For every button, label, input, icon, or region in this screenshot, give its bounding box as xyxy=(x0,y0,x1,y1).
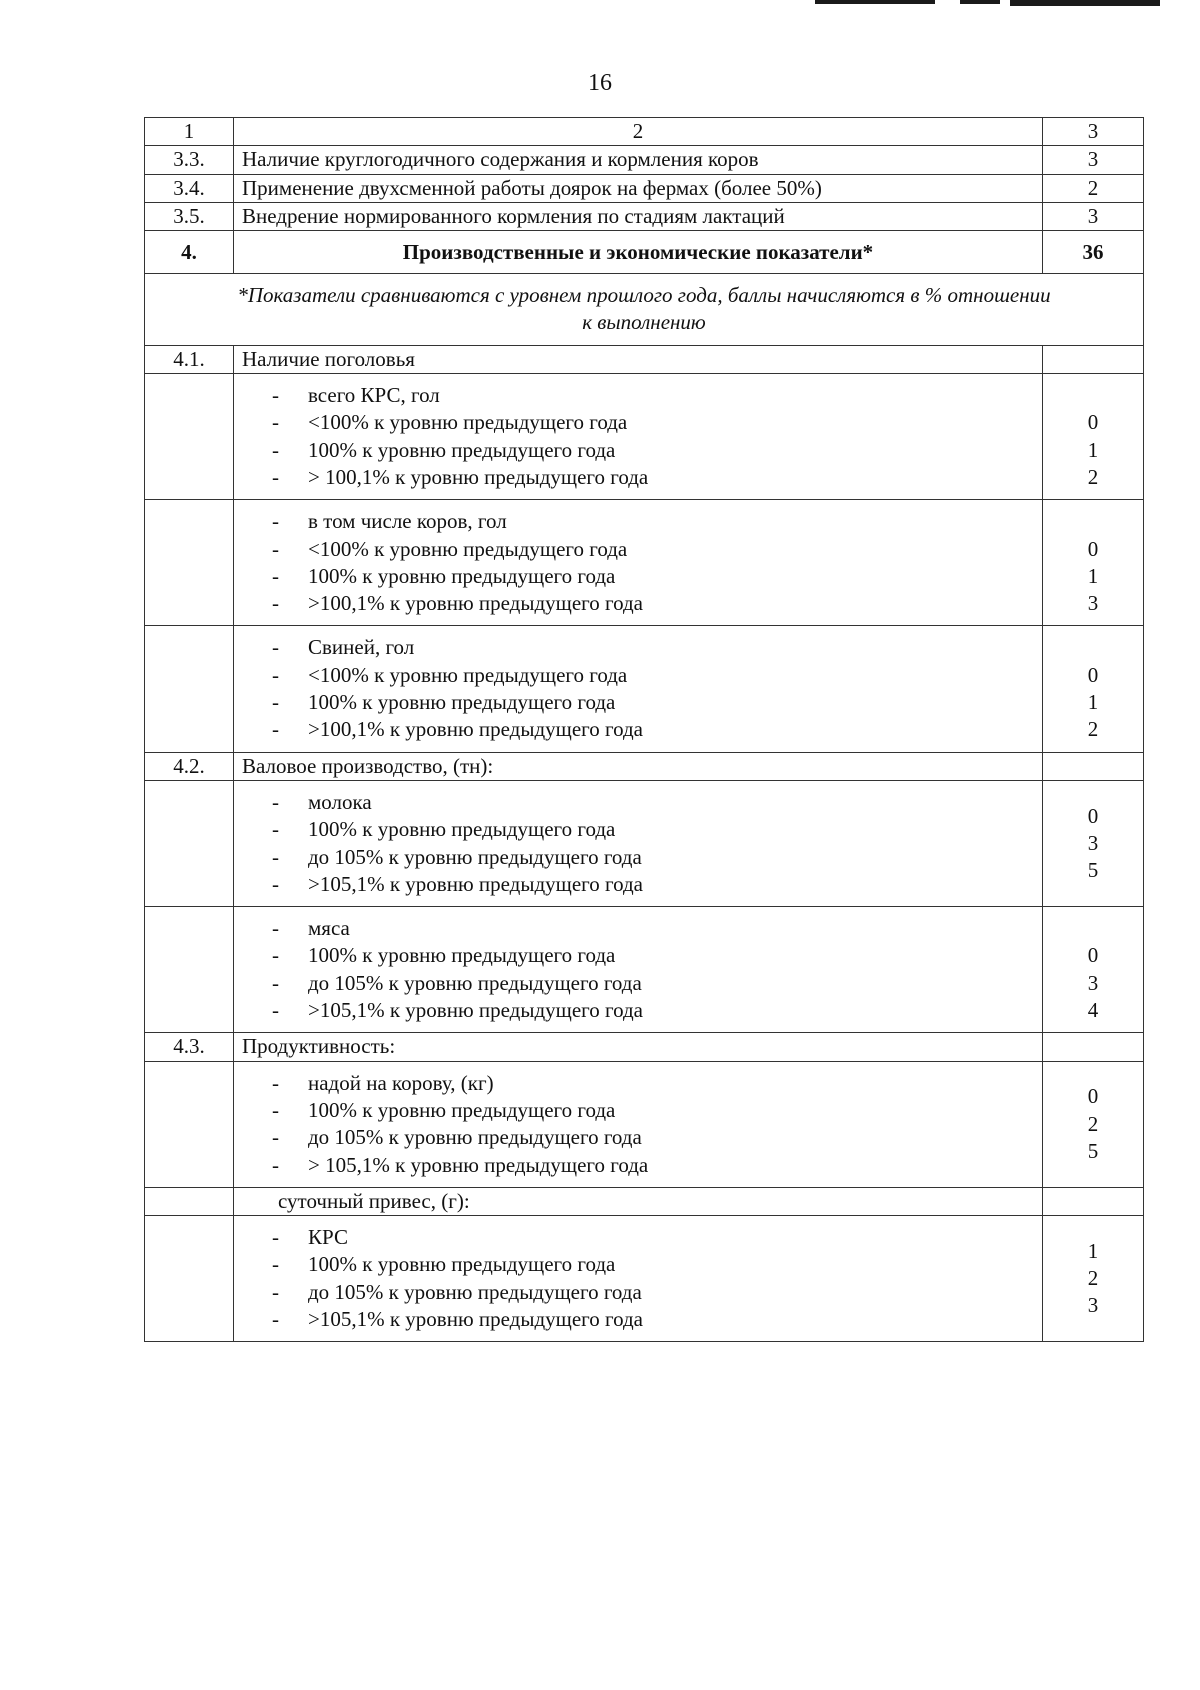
dash: - xyxy=(272,635,279,660)
dash: - xyxy=(272,563,279,588)
criterion-line xyxy=(272,1306,1034,1333)
table-row xyxy=(145,202,1144,230)
score-value: 5 xyxy=(1087,858,1099,883)
dash: - xyxy=(272,970,279,995)
scan-mark xyxy=(960,0,1000,4)
criterion-line xyxy=(272,997,1034,1024)
criterion-row xyxy=(145,907,1144,1033)
criterion-row xyxy=(145,374,1144,500)
dash: - xyxy=(272,690,279,715)
criterion-line xyxy=(272,590,1034,617)
criterion-line xyxy=(272,563,1034,590)
score-spacer xyxy=(1051,634,1135,661)
score-value: 0 xyxy=(1087,410,1099,435)
criterion-line xyxy=(272,915,1034,942)
dash: - xyxy=(272,1279,279,1304)
table-row xyxy=(145,146,1144,174)
criterion-lines xyxy=(234,500,1043,626)
criterion-line xyxy=(272,942,1034,969)
criterion-line xyxy=(272,871,1034,898)
dash: - xyxy=(272,871,279,896)
table-header-row xyxy=(145,118,1144,146)
score-value: 2 xyxy=(1087,1266,1099,1291)
criterion-line xyxy=(272,1251,1034,1278)
score-value: 1 xyxy=(1087,563,1099,588)
criteria-table xyxy=(144,117,1144,1342)
criterion-line xyxy=(272,1224,1034,1251)
criterion-text: всего КРС, гол xyxy=(308,383,440,408)
criterion-text: КРС xyxy=(308,1225,348,1250)
empty-cell xyxy=(145,1216,234,1342)
note-line: к выполнению xyxy=(582,310,706,335)
group-number: 4.1. xyxy=(145,345,234,373)
criterion-text: >100,1% к уровню предыдущего года xyxy=(308,717,643,742)
empty-cell xyxy=(145,907,234,1033)
score-value: 5 xyxy=(1087,1138,1099,1163)
group-row xyxy=(145,345,1144,373)
criterion-row xyxy=(145,500,1144,626)
dash: - xyxy=(272,1070,279,1095)
dash: - xyxy=(272,1125,279,1150)
empty-cell xyxy=(145,1061,234,1187)
dash: - xyxy=(272,916,279,941)
page-number: 16 xyxy=(588,70,612,96)
criterion-line xyxy=(272,970,1034,997)
score-value: 3 xyxy=(1087,1293,1099,1318)
criterion-text: до 105% к уровню предыдущего года xyxy=(308,1125,642,1150)
criterion-line xyxy=(272,634,1034,661)
empty-cell xyxy=(145,374,234,500)
dash: - xyxy=(272,717,279,742)
criterion-text: >100,1% к уровню предыдущего года xyxy=(308,591,643,616)
criterion-text: 100% к уровню предыдущего года xyxy=(308,437,616,462)
score-value: 3 xyxy=(1087,970,1099,995)
dash: - xyxy=(272,789,279,814)
dash: - xyxy=(272,591,279,616)
group-score xyxy=(1043,752,1144,780)
section-number: 4. xyxy=(145,231,234,274)
score-value: 0 xyxy=(1087,536,1099,561)
group-title: Валовое производство, (тн): xyxy=(234,752,1043,780)
criterion-text: > 105,1% к уровню предыдущего года xyxy=(308,1152,649,1177)
criterion-text: в том числе коров, гол xyxy=(308,509,507,534)
criterion-scores xyxy=(1043,780,1144,906)
criterion-line xyxy=(272,1097,1034,1124)
criterion-text: > 100,1% к уровню предыдущего года xyxy=(308,464,649,489)
empty-cell xyxy=(145,626,234,752)
note-row xyxy=(145,274,1144,346)
criterion-line xyxy=(272,716,1034,743)
score-value: 3 xyxy=(1087,591,1099,616)
note-line: *Показатели сравниваются с уровнем прошлого года, баллы начисляются в % отношении xyxy=(237,283,1051,308)
dash: - xyxy=(272,1252,279,1277)
dash: - xyxy=(272,844,279,869)
criterion-line xyxy=(272,689,1034,716)
criterion-line xyxy=(272,1152,1034,1179)
dash: - xyxy=(272,437,279,462)
criterion-scores xyxy=(1043,1216,1144,1342)
criterion-line xyxy=(272,437,1034,464)
group-score xyxy=(1043,345,1144,373)
note-cell xyxy=(145,274,1144,346)
subgroup-row xyxy=(145,1187,1144,1215)
group-title: Наличие поголовья xyxy=(234,345,1043,373)
group-title: Продуктивность: xyxy=(234,1033,1043,1061)
criterion-row xyxy=(145,780,1144,906)
dash: - xyxy=(272,509,279,534)
criterion-line xyxy=(272,816,1034,843)
row-number: 3.5. xyxy=(145,202,234,230)
score-value: 3 xyxy=(1087,830,1099,855)
row-number: 3.3. xyxy=(145,146,234,174)
criterion-scores xyxy=(1043,500,1144,626)
criterion-text: >105,1% к уровню предыдущего года xyxy=(308,871,643,896)
score-value: 4 xyxy=(1087,998,1099,1023)
empty-cell xyxy=(1043,1187,1144,1215)
dash: - xyxy=(272,410,279,435)
section-score: 36 xyxy=(1043,231,1144,274)
criterion-line xyxy=(272,508,1034,535)
dash: - xyxy=(272,536,279,561)
score-value: 0 xyxy=(1087,662,1099,687)
criterion-line xyxy=(272,382,1034,409)
row-score: 2 xyxy=(1043,174,1144,202)
criterion-scores xyxy=(1043,1061,1144,1187)
empty-cell xyxy=(145,1187,234,1215)
dash: - xyxy=(272,1225,279,1250)
criterion-text: до 105% к уровню предыдущего года xyxy=(308,970,642,995)
score-value: 2 xyxy=(1087,717,1099,742)
header-col-2: 2 xyxy=(234,118,1043,146)
empty-cell xyxy=(145,780,234,906)
criterion-scores xyxy=(1043,907,1144,1033)
score-value: 2 xyxy=(1087,464,1099,489)
criterion-lines xyxy=(234,907,1043,1033)
dash: - xyxy=(272,662,279,687)
criterion-line xyxy=(272,844,1034,871)
criterion-text: надой на корову, (кг) xyxy=(308,1070,494,1095)
group-row xyxy=(145,1033,1144,1061)
score-value: 0 xyxy=(1087,1084,1099,1109)
section-row xyxy=(145,231,1144,274)
group-number: 4.3. xyxy=(145,1033,234,1061)
scan-mark xyxy=(1010,0,1160,6)
criterion-line xyxy=(272,1124,1034,1151)
criterion-row xyxy=(145,1216,1144,1342)
criterion-text: мяса xyxy=(308,916,350,941)
dash: - xyxy=(272,1306,279,1331)
criterion-text: <100% к уровню предыдущего года xyxy=(308,662,628,687)
row-text: Наличие круглогодичного содержания и кормления коров xyxy=(234,146,1043,174)
empty-cell xyxy=(145,500,234,626)
score-spacer xyxy=(1051,915,1135,942)
criterion-text: 100% к уровню предыдущего года xyxy=(308,690,616,715)
row-text: Внедрение нормированного кормления по стадиям лактаций xyxy=(234,202,1043,230)
criterion-text: до 105% к уровню предыдущего года xyxy=(308,844,642,869)
dash: - xyxy=(272,817,279,842)
criterion-lines xyxy=(234,1216,1043,1342)
criterion-text: 100% к уровню предыдущего года xyxy=(308,1252,616,1277)
score-value: 1 xyxy=(1087,437,1099,462)
scan-mark xyxy=(815,0,935,4)
criterion-line xyxy=(272,1070,1034,1097)
dash: - xyxy=(272,1097,279,1122)
criterion-text: молока xyxy=(308,789,372,814)
criterion-row xyxy=(145,1061,1144,1187)
dash: - xyxy=(272,1152,279,1177)
group-number: 4.2. xyxy=(145,752,234,780)
criterion-text: 100% к уровню предыдущего года xyxy=(308,1097,616,1122)
group-score xyxy=(1043,1033,1144,1061)
criterion-row xyxy=(145,626,1144,752)
criterion-line xyxy=(272,409,1034,436)
criterion-text: до 105% к уровню предыдущего года xyxy=(308,1279,642,1304)
criterion-line xyxy=(272,662,1034,689)
score-value: 0 xyxy=(1087,803,1099,828)
criterion-scores xyxy=(1043,626,1144,752)
criterion-text: Свиней, гол xyxy=(308,635,415,660)
header-col-1: 1 xyxy=(145,118,234,146)
score-value: 2 xyxy=(1087,1111,1099,1136)
criterion-text: <100% к уровню предыдущего года xyxy=(308,536,628,561)
criterion-text: 100% к уровню предыдущего года xyxy=(308,563,616,588)
criterion-lines xyxy=(234,1061,1043,1187)
section-title: Производственные и экономические показатели* xyxy=(234,231,1043,274)
subgroup-title: суточный привес, (г): xyxy=(234,1187,1043,1215)
criterion-text: >105,1% к уровню предыдущего года xyxy=(308,998,643,1023)
row-score: 3 xyxy=(1043,146,1144,174)
table-row xyxy=(145,174,1144,202)
row-number: 3.4. xyxy=(145,174,234,202)
score-spacer xyxy=(1051,508,1135,535)
criterion-text: <100% к уровню предыдущего года xyxy=(308,410,628,435)
score-value: 1 xyxy=(1087,1238,1099,1263)
dash: - xyxy=(272,383,279,408)
score-value: 1 xyxy=(1087,690,1099,715)
criterion-text: 100% к уровню предыдущего года xyxy=(308,943,616,968)
criterion-text: 100% к уровню предыдущего года xyxy=(308,817,616,842)
criterion-lines xyxy=(234,626,1043,752)
criterion-line xyxy=(272,536,1034,563)
row-text: Применение двухсменной работы доярок на фермах (более 50%) xyxy=(234,174,1043,202)
dash: - xyxy=(272,998,279,1023)
score-value: 0 xyxy=(1087,943,1099,968)
criterion-line xyxy=(272,789,1034,816)
score-spacer xyxy=(1051,382,1135,409)
criterion-text: >105,1% к уровню предыдущего года xyxy=(308,1306,643,1331)
criterion-scores xyxy=(1043,374,1144,500)
criterion-lines xyxy=(234,780,1043,906)
criterion-lines xyxy=(234,374,1043,500)
criterion-line xyxy=(272,1279,1034,1306)
group-row xyxy=(145,752,1144,780)
dash: - xyxy=(272,943,279,968)
dash: - xyxy=(272,464,279,489)
criterion-line xyxy=(272,464,1034,491)
row-score: 3 xyxy=(1043,202,1144,230)
header-col-3: 3 xyxy=(1043,118,1144,146)
